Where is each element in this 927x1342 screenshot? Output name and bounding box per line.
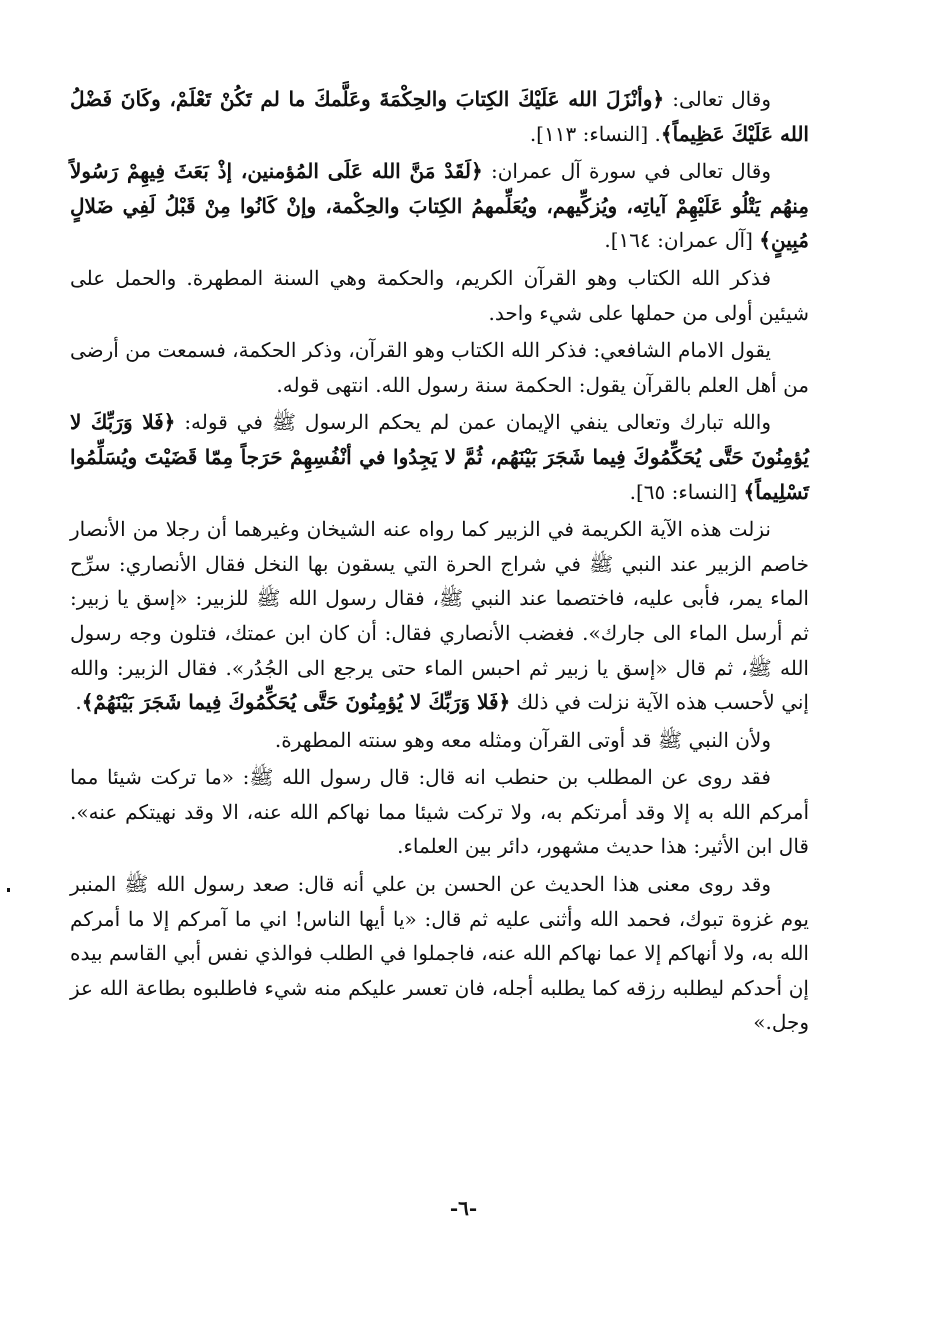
paragraph-5 (70, 405, 809, 509)
text-segment: فذكر الله الكتاب وهو القرآن الكريم، والحكمة وهي السنة المطهرة. والحمل على شيئين أولى من حملها على شيء واحد. (70, 265, 809, 325)
paragraph-2 (70, 154, 809, 258)
quran-verse: ﴿فَلا وَرَبِّكَ لا يُؤمِنُونَ حَتَّى يُحَكِّمُوكَ فِيما شَجَرَ بَيْنَهُم، ثُمَّ لا يَجِدُوا في أنْفُسِهِمْ حَرَجاً مِمّا قَضَيْتَ ويُسَلِّمُوا تَسْلِيماً﴾ (70, 410, 809, 504)
text-segment: وقد روى معنى هذا الحديث عن الحسن بن علي أنه قال: صعد رسول الله ﷺ المنبر يوم غزوة تبوك، فحمد الله وأثنى عليه ثم قال: «يا أيها الناس! اني ما آمركم إلا ما أمركم الله به، ولا أنهاكم إلا عما نهاكم الله عنه، فاجملوا في الطلب فوالذي نفس أبي القاسم بيده إن أحدكم ليطلبه رزقه كما يطلبه أجله، فان تعسر عليكم منه شيء فاطلبوه بطاعة الله عز وجل.» (70, 872, 809, 1035)
paragraph-9 (70, 867, 809, 1040)
paragraph-6 (70, 512, 809, 720)
text-segment: نزلت هذه الآية الكريمة في الزبير كما رواه عنه الشيخان وغيرهما أن رجلا من الأنصار خاصم الزبير عند النبي ﷺ في شراج الحرة التي يسقون بها النخل فقال الأنصاري: سرِّح الماء يمر، فأبى عليه، فاختصما عند النبي ﷺ، فقال رسول الله ﷺ للزبير: «إسق يا زبير: ثم أرسل الماء الى جارك». فغضب الأنصاري فقال: أن كان ابن عمتك، فتلون وجه رسول الله ﷺ، ثم قال «إسق يا زبير ثم احبس الماء حتى يرجع الى الجُدُر». فقال الزبير: والله إني لأحسب هذه الآية نزلت في ذلك (70, 517, 809, 715)
text-segment: وقال تعالى: (664, 87, 771, 111)
text-segment: فقد روى عن المطلب بن حنطب انه قال: قال رسول الله ﷺ: «ما تركت شيئا مما أمركم الله به إلا وقد أمرتكم به، ولا تركت شيئا مما نهاكم الله عنه، الا وقد نهيتكم عنه». قال ابن الأثير: هذا حديث مشهور، دائر بين العلماء. (70, 765, 809, 859)
paragraph-3 (70, 261, 809, 330)
scan-speck (7, 888, 10, 892)
paragraph-8 (70, 760, 809, 864)
text-segment: [النساء: ٦٥]. (629, 479, 744, 504)
paragraph-1 (70, 82, 809, 151)
text-segment: . (75, 690, 82, 715)
text-segment: [آل عمران: ١٦٤]. (604, 228, 760, 253)
body-text (70, 82, 809, 1040)
text-segment: . [النساء: ١١٣]. (529, 121, 661, 146)
quran-verse: ﴿لَقَدْ مَنَّ الله عَلَى المُؤمنين، إذْ بَعَثَ فِيهِمْ رَسُولاً مِنهُم يَتْلُو عَلَيْهِمْ آياتِه، ويُزكِّيهم، ويُعَلِّمهمُ الكِتابَ والحِكْمة، وإنْ كَانُوا مِنْ قَبْلُ لَفِي ضَلالٍ مُبِينٍ﴾ (70, 159, 809, 253)
paragraph-7 (70, 723, 809, 758)
text-segment: والله تبارك وتعالى ينفي الإيمان عمن لم يحكم الرسول ﷺ في قوله: (175, 410, 771, 435)
page-number: -٦- (449, 1196, 478, 1220)
text-segment: ولأن النبي ﷺ قد أوتى القرآن ومثله معه وهو سنته المطهرة. (274, 727, 771, 752)
text-segment: يقول الامام الشافعي: فذكر الله الكتاب وهو القرآن، وذكر الحكمة، فسمعت من أرضى من أهل العلم بالقرآن يقول: الحكمة سنة رسول الله. انتهى قوله. (69, 338, 809, 397)
paragraph-4 (70, 333, 809, 402)
text-segment: وقال تعالى في سورة آل عمران: (482, 159, 772, 184)
quran-verse: ﴿فَلا وَرَبِّكَ لا يُؤمِنُونَ حَتَّى يُحَكِّمُوكَ فِيما شَجَرَ بَيْنَهُمْ﴾ (81, 690, 511, 715)
quran-verse: ﴿وأنْزَلَ الله عَلَيْكَ الكِتابَ والحِكْمَةَ وعَلَّمكَ ما لم تَكُنْ تَعْلَمْ، وكَانَ فَضْلُ الله عَلَيْكَ عَظِيماً﴾ (70, 87, 809, 146)
